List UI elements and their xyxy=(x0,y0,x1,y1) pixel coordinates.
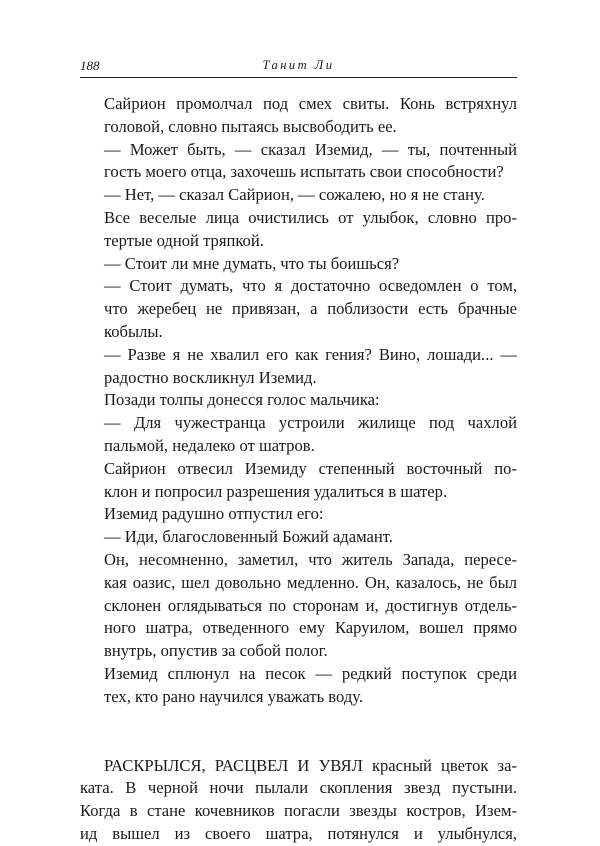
paragraph xyxy=(80,184,517,207)
text-line: Когда в стане кочевников погасли звезды костров, Изем- xyxy=(80,801,517,821)
text-line: Позади толпы донесся голос мальчика: xyxy=(104,390,380,410)
paragraph xyxy=(80,549,517,663)
paragraph xyxy=(80,139,517,185)
text-line: — Стоит ли мне думать, что ты боишься? xyxy=(104,253,400,273)
text-line: — Может быть, — сказал Иземид, — ты, почтенный xyxy=(104,139,517,159)
paragraph xyxy=(80,93,517,139)
text-line: — Иди, благословенный Божий адамант. xyxy=(104,527,393,547)
text-line: РАСКРЫЛСЯ, РАСЦВЕЛ И УВЯЛ красный цветок за- xyxy=(104,755,517,775)
text-line: Сайрион отвесил Иземиду степенный восточный по- xyxy=(104,458,517,478)
text-line: — Стоит думать, что я достаточно осведомлен о том, xyxy=(104,276,517,296)
text-line: — Нет, — сказал Сайрион, — сожалею, но я не стану. xyxy=(104,185,485,205)
text-line: — Для чужестранца устроили жилище под чахлой xyxy=(104,413,517,433)
text-line: тех, кто рано научился уважать воду. xyxy=(104,686,364,706)
paragraph-list xyxy=(80,93,517,709)
text-line: ид вышел из своего шатра, потянулся и улыбнулся, xyxy=(80,823,517,843)
text-line: ката. В черной ночи пылали скопления звезд пустыни. xyxy=(80,778,517,798)
text-line: Сайрион промолчал под смех свиты. Конь встряхнул xyxy=(104,94,517,113)
text-line: Иземид сплюнул на песок — редкий поступок среди xyxy=(104,663,517,683)
page-header xyxy=(80,58,517,76)
text-line: что жеребец не привязан, а поблизости есть брачные xyxy=(104,299,517,319)
text-line: тертые одной тряпкой. xyxy=(104,230,264,250)
paragraph xyxy=(80,503,517,526)
paragraph xyxy=(80,207,517,253)
paragraph xyxy=(80,344,517,390)
paragraph xyxy=(80,412,517,458)
text-line: Все веселые лица очистились от улыбок, словно про- xyxy=(104,207,517,227)
text-line: радостно воскликнул Иземид. xyxy=(104,367,317,387)
text-line: склонен оглядываться по сторонам и, достигнув отдель- xyxy=(104,595,517,615)
text-line: кобылы. xyxy=(104,321,163,341)
paragraph xyxy=(80,253,517,276)
paragraph xyxy=(80,663,517,709)
text-line: внутрь, опустив за собой полог. xyxy=(104,641,328,661)
text-line: — Разве я не хвалил его как гения? Вино, лошади... — xyxy=(104,344,517,364)
text-line: головой, словно пытаясь высвободить ее. xyxy=(104,116,397,136)
paragraph xyxy=(80,458,517,504)
header-rule xyxy=(80,77,517,78)
text-line: кая оазис, шел довольно медленно. Он, казалось, не был xyxy=(104,572,517,592)
text-line: ного шатра, отведенного ему Каруилом, вошел прямо xyxy=(104,618,517,638)
paragraph xyxy=(80,526,517,549)
page-number: 188 xyxy=(80,58,100,73)
text-line: Иземид радушно отпустил его: xyxy=(104,504,324,524)
text-line: гость моего отца, захочешь испытать свои способности? xyxy=(104,162,504,182)
text-line: Он, несомненно, заметил, что житель Запада, пересе- xyxy=(104,549,517,569)
paragraph xyxy=(80,275,517,343)
text-line: пальмой, недалеко от шатров. xyxy=(104,435,315,455)
running-title: Танит Ли xyxy=(262,58,335,72)
section-start xyxy=(80,755,517,846)
body-text xyxy=(80,93,517,846)
paragraph xyxy=(80,389,517,412)
text-line: клон и попросил разрешения удалиться в шатер. xyxy=(104,481,448,501)
